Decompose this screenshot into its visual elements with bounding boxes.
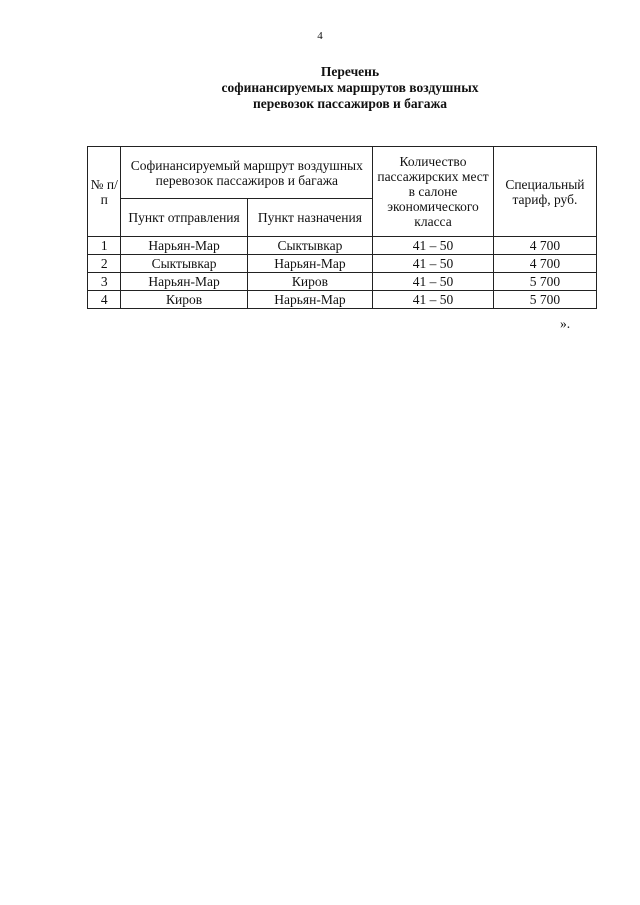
- title-line-1: Перечень: [320, 64, 380, 79]
- cell-departure: Киров: [121, 291, 247, 309]
- header-seats: Количество пассажирских мест в салоне экономического класса: [373, 147, 494, 237]
- cell-tariff: 4 700: [493, 255, 596, 273]
- cell-tariff: 5 700: [493, 273, 596, 291]
- header-tariff: Специальный тариф, руб.: [493, 147, 596, 237]
- title-line-3: перевозок пассажиров и багажа: [252, 96, 448, 111]
- header-route: Софинансируемый маршрут воздушных перевозок пассажиров и багажа: [121, 147, 373, 199]
- cell-number: 2: [88, 255, 121, 273]
- cell-seats: 41 – 50: [373, 255, 494, 273]
- cell-seats: 41 – 50: [373, 273, 494, 291]
- page-number: 4: [317, 30, 323, 42]
- closing-quote-mark: ».: [560, 316, 571, 331]
- table-row: [88, 273, 597, 291]
- cell-departure: Нарьян-Мар: [121, 237, 247, 255]
- cell-number: 1: [88, 237, 121, 255]
- cell-destination: Нарьян-Мар: [247, 291, 373, 309]
- cell-number: 3: [88, 273, 121, 291]
- header-number: № п/п: [88, 147, 121, 237]
- cell-number: 4: [88, 291, 121, 309]
- header-destination: Пункт назначения: [247, 199, 373, 237]
- table-row: [88, 255, 597, 273]
- cell-seats: 41 – 50: [373, 291, 494, 309]
- cell-destination: Сыктывкар: [247, 237, 373, 255]
- title-line-2: софинансируемых маршрутов воздушных: [221, 80, 479, 95]
- cell-tariff: 4 700: [493, 237, 596, 255]
- cell-departure: Сыктывкар: [121, 255, 247, 273]
- table-row: [88, 237, 597, 255]
- table-header-row: [88, 147, 597, 199]
- cell-destination: Нарьян-Мар: [247, 255, 373, 273]
- cell-destination: Киров: [247, 273, 373, 291]
- document-title: [120, 64, 580, 112]
- routes-table: [87, 146, 597, 309]
- cell-seats: 41 – 50: [373, 237, 494, 255]
- table-row: [88, 291, 597, 309]
- header-departure: Пункт отправления: [121, 199, 247, 237]
- cell-departure: Нарьян-Мар: [121, 273, 247, 291]
- cell-tariff: 5 700: [493, 291, 596, 309]
